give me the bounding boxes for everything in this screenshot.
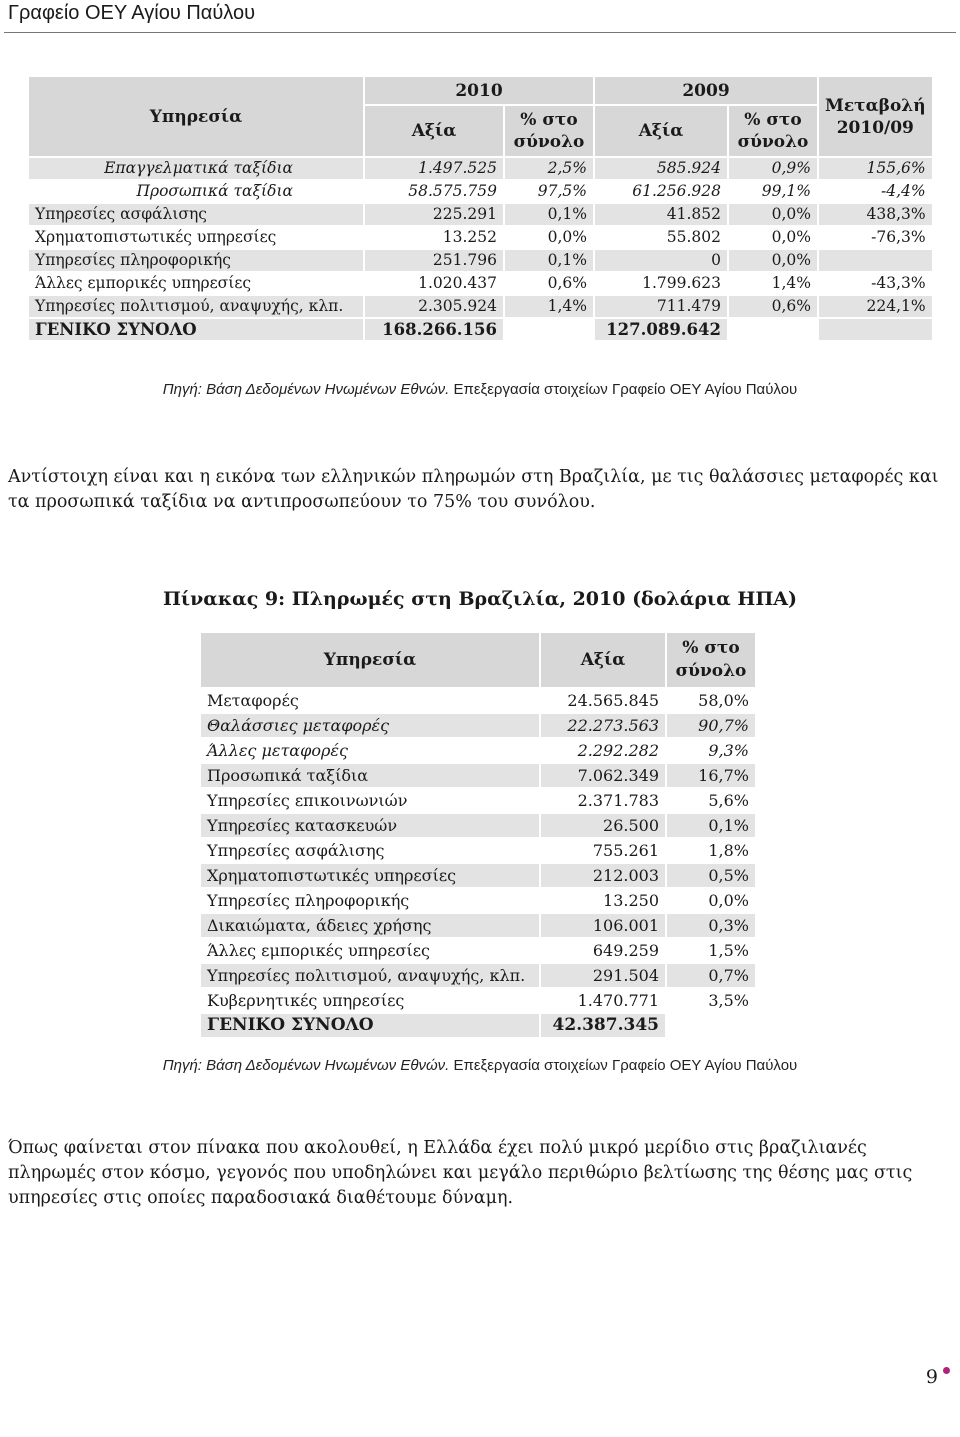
table-row — [29, 250, 932, 271]
row-label: Υπηρεσίες πολιτισμού, αναψυχής, κλπ. — [29, 296, 363, 317]
row-label: Υπηρεσίες κατασκευών — [201, 814, 539, 837]
row-pct: 16,7% — [667, 764, 755, 787]
row-value: 2.292.282 — [541, 739, 665, 762]
table-row — [29, 204, 932, 225]
value-2009: 711.479 — [595, 296, 727, 317]
pct-2010: 2,5% — [505, 158, 593, 179]
pct-2009: 0,0% — [729, 250, 817, 271]
change — [819, 250, 932, 271]
table-row — [201, 989, 755, 1012]
row-label: Επαγγελματικά ταξίδια — [29, 158, 363, 179]
table-row — [201, 889, 755, 912]
change: 155,6% — [819, 158, 932, 179]
row-pct: 1,8% — [667, 839, 755, 862]
total-value-2009: 127.089.642 — [595, 319, 727, 340]
row-value: 26.500 — [541, 814, 665, 837]
row-label: Χρηματοπιστωτικές υπηρεσίες — [201, 864, 539, 887]
row-pct: 0,5% — [667, 864, 755, 887]
row-label: Δικαιώματα, άδειες χρήσης — [201, 914, 539, 937]
col-header-value-2009: Αξία — [595, 106, 727, 156]
source-italic: Πηγή: Βάση Δεδομένων Ηνωμένων Εθνών. — [162, 381, 450, 398]
row-pct: 58,0% — [667, 689, 755, 712]
value-2010: 58.575.759 — [365, 181, 503, 202]
value-2009: 1.799.623 — [595, 273, 727, 294]
row-value: 106.001 — [541, 914, 665, 937]
pct-2010: 0,0% — [505, 227, 593, 248]
value-2009: 41.852 — [595, 204, 727, 225]
table-row — [29, 273, 932, 294]
table-row — [201, 739, 755, 762]
table1-source-note — [0, 381, 960, 398]
page-accent-dot — [943, 1367, 950, 1374]
table2-caption: Πίνακας 9: Πληρωμές στη Βραζιλία, 2010 (δολάρια ΗΠΑ) — [162, 588, 798, 610]
row-value: 755.261 — [541, 839, 665, 862]
row-label: Υπηρεσίες πληροφορικής — [29, 250, 363, 271]
total-value: 42.387.345 — [541, 1014, 665, 1037]
pct-2009: 0,9% — [729, 158, 817, 179]
row-value: 1.470.771 — [541, 989, 665, 1012]
table-row — [201, 839, 755, 862]
total-empty-cell — [505, 319, 593, 340]
row-label: Κυβερνητικές υπηρεσίες — [201, 989, 539, 1012]
change: 438,3% — [819, 204, 932, 225]
value-2009: 55.802 — [595, 227, 727, 248]
row-value: 2.371.783 — [541, 789, 665, 812]
table-row — [201, 764, 755, 787]
value-2010: 251.796 — [365, 250, 503, 271]
value-2010: 2.305.924 — [365, 296, 503, 317]
pct-2010: 0,1% — [505, 204, 593, 225]
row-pct: 1,5% — [667, 939, 755, 962]
total-label: ΓΕΝΙΚΟ ΣΥΝΟΛΟ — [201, 1014, 539, 1037]
total-empty-cell — [729, 319, 817, 340]
paragraph-2: Όπως φαίνεται στον πίνακα που ακολουθεί, η Ελλάδα έχει πολύ μικρό μερίδιο στις βραζιλιανές πληρωμές στον κόσμο, γεγονός που υποδηλώνει και μεγάλο περιθώριο βελτίωσης της θέσης μας στις υπηρεσίες στις οποίες παραδοσιακά διαθέτουμε δύναμη. — [8, 1138, 913, 1208]
row-label: Υπηρεσίες πληροφορικής — [201, 889, 539, 912]
row-label: Προσωπικά ταξίδια — [201, 764, 539, 787]
col-header-year-2010: 2010 — [365, 77, 593, 104]
row-pct: 0,7% — [667, 964, 755, 987]
pct-2009: 0,0% — [729, 227, 817, 248]
source-plain: Επεξεργασία στοιχείων Γραφείο ΟΕΥ Αγίου Παύλου — [449, 381, 798, 398]
row-label: Μεταφορές — [201, 689, 539, 712]
row-label: Υπηρεσίες πολιτισμού, αναψυχής, κλπ. — [201, 964, 539, 987]
table-row — [29, 158, 932, 179]
row-label: Άλλες εμπορικές υπηρεσίες — [201, 939, 539, 962]
value-2010: 1.497.525 — [365, 158, 503, 179]
table-row — [201, 714, 755, 737]
row-value: 13.250 — [541, 889, 665, 912]
col-header-value-2010: Αξία — [365, 106, 503, 156]
row-label: Χρηματοπιστωτικές υπηρεσίες — [29, 227, 363, 248]
col-header-change: Μεταβολή 2010/09 — [819, 77, 932, 156]
col-header-pct-2009: % στο σύνολο — [729, 106, 817, 156]
total-value-2010: 168.266.156 — [365, 319, 503, 340]
value-2009: 0 — [595, 250, 727, 271]
row-pct: 5,6% — [667, 789, 755, 812]
col-header-pct: % στο σύνολο — [667, 633, 755, 687]
source-italic: Πηγή: Βάση Δεδομένων Ηνωμένων Εθνών. — [162, 1057, 450, 1074]
pct-2009: 1,4% — [729, 273, 817, 294]
pct-2010: 97,5% — [505, 181, 593, 202]
change: -4,4% — [819, 181, 932, 202]
value-2009: 585.924 — [595, 158, 727, 179]
table2-source-note — [0, 1057, 960, 1074]
row-value: 212.003 — [541, 864, 665, 887]
row-label: Άλλες εμπορικές υπηρεσίες — [29, 273, 363, 294]
payments-brazil-table — [199, 631, 757, 1039]
col-header-value: Αξία — [541, 633, 665, 687]
row-pct: 9,3% — [667, 739, 755, 762]
value-2009: 61.256.928 — [595, 181, 727, 202]
table-row — [29, 227, 932, 248]
pct-2010: 0,6% — [505, 273, 593, 294]
services-table-2010-2009 — [27, 75, 934, 342]
row-label: Προσωπικά ταξίδια — [29, 181, 363, 202]
table-row — [201, 864, 755, 887]
row-value: 649.259 — [541, 939, 665, 962]
pct-2010: 0,1% — [505, 250, 593, 271]
pct-2009: 0,6% — [729, 296, 817, 317]
page-header-title: Γραφείο ΟΕΥ Αγίου Παύλου — [8, 2, 256, 24]
pct-2009: 99,1% — [729, 181, 817, 202]
total-row — [201, 1014, 755, 1037]
paragraph-1: Αντίστοιχη είναι και η εικόνα των ελληνικών πληρωμών στη Βραζιλία, με τις θαλάσσιες μεταφορές και τα προσωπικά ταξίδια να αντιπροσωπεύουν το 75% του συνόλου. — [8, 467, 939, 512]
row-value: 7.062.349 — [541, 764, 665, 787]
row-value: 24.565.845 — [541, 689, 665, 712]
col-header-pct-2010: % στο σύνολο — [505, 106, 593, 156]
table-row — [201, 914, 755, 937]
row-label: Θαλάσσιες μεταφορές — [201, 714, 539, 737]
col-header-service: Υπηρεσία — [201, 633, 539, 687]
row-label: Υπηρεσίες ασφάλισης — [29, 204, 363, 225]
pct-2010: 1,4% — [505, 296, 593, 317]
row-pct: 90,7% — [667, 714, 755, 737]
table-row — [201, 964, 755, 987]
row-label: Άλλες μεταφορές — [201, 739, 539, 762]
table-row — [201, 939, 755, 962]
change: 224,1% — [819, 296, 932, 317]
source-plain: Επεξεργασία στοιχείων Γραφείο ΟΕΥ Αγίου Παύλου — [449, 1057, 798, 1074]
total-row — [29, 319, 932, 340]
col-header-service: Υπηρεσία — [29, 77, 363, 156]
row-label: Υπηρεσίες ασφάλισης — [201, 839, 539, 862]
row-value: 291.504 — [541, 964, 665, 987]
col-header-year-2009: 2009 — [595, 77, 817, 104]
total-label: ΓΕΝΙΚΟ ΣΥΝΟΛΟ — [29, 319, 363, 340]
value-2010: 225.291 — [365, 204, 503, 225]
value-2010: 1.020.437 — [365, 273, 503, 294]
row-pct: 0,0% — [667, 889, 755, 912]
pct-2009: 0,0% — [729, 204, 817, 225]
total-empty-cell — [667, 1014, 755, 1037]
row-value: 22.273.563 — [541, 714, 665, 737]
value-2010: 13.252 — [365, 227, 503, 248]
table-row — [201, 689, 755, 712]
header-divider — [4, 32, 956, 33]
change: -43,3% — [819, 273, 932, 294]
row-pct: 0,1% — [667, 814, 755, 837]
row-pct: 0,3% — [667, 914, 755, 937]
table-row — [201, 789, 755, 812]
row-label: Υπηρεσίες επικοινωνιών — [201, 789, 539, 812]
table-row — [29, 181, 932, 202]
change: -76,3% — [819, 227, 932, 248]
table-row — [29, 296, 932, 317]
page-number: 9 — [925, 1366, 938, 1388]
row-pct: 3,5% — [667, 989, 755, 1012]
table-row — [201, 814, 755, 837]
total-empty-cell — [819, 319, 932, 340]
